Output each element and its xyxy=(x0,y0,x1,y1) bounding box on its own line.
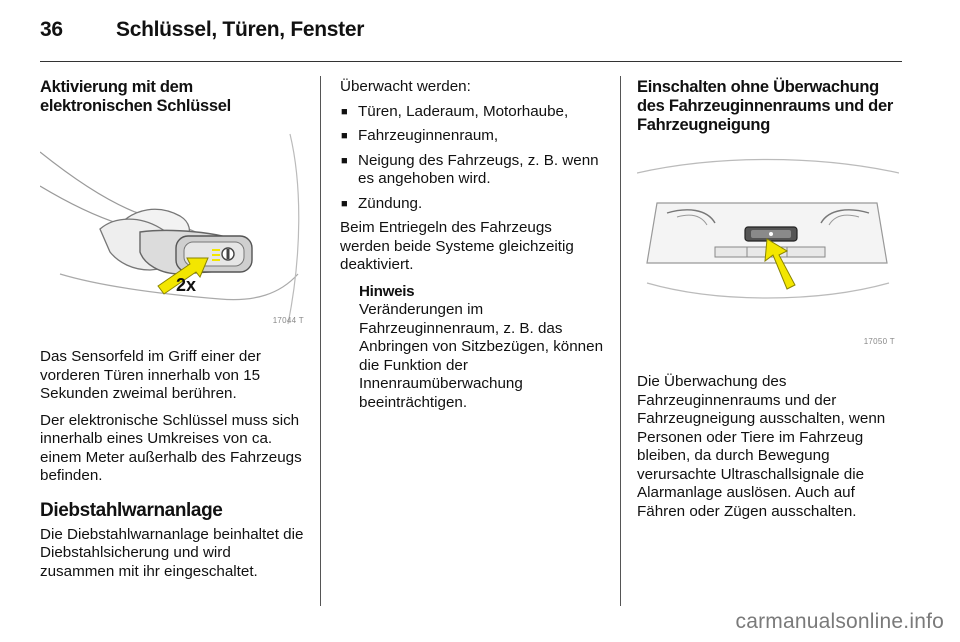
monitoring-intro: Überwacht werden: xyxy=(340,78,471,95)
touch-count-callout: 2x xyxy=(176,275,197,295)
door-handle-illustration xyxy=(40,124,308,334)
column-divider-2 xyxy=(620,76,621,606)
list-item: ■ Fahrzeuginnenraum, xyxy=(340,127,605,146)
section-heading-disable: Einschalten ohne Überwachung des Fahrzeuginnenraums und der Fahrzeugneigung xyxy=(637,78,893,134)
column-1 xyxy=(40,78,308,589)
paragraph-key-range: Der elektronische Schlüssel muss sich innerhalb eines Umkreises von ca. einem Meter außerhalb des Fahrzeugs befinden. xyxy=(40,411,302,484)
note-title: Hinweis xyxy=(359,282,415,300)
column-3 xyxy=(637,78,902,529)
section-heading-activation: Aktivierung mit dem elektronischen Schlüssel xyxy=(40,78,231,115)
page-header xyxy=(40,18,364,42)
paragraph-alarm: Die Diebstahlwarnanlage beinhaltet die Diebstahlsicherung und wird zusammen mit ihr eingeschaltet. xyxy=(40,525,304,580)
watermark: carmanualsonline.info xyxy=(735,610,944,633)
overhead-console-illustration xyxy=(637,143,899,355)
paragraph-sensor: Das Sensorfeld im Griff einer der vorderen Türen innerhalb von 15 Sekunden zweimal berühren. xyxy=(40,348,261,402)
figure-label: 17044 T xyxy=(272,315,304,325)
list-item: ■ Neigung des Fahrzeugs, z. B. wenn es angehoben wird. xyxy=(340,152,605,189)
list-item: ■ Zündung. xyxy=(340,195,605,214)
figure-interior-button xyxy=(637,143,899,355)
figure-label: 17050 T xyxy=(863,336,895,346)
column-divider-1 xyxy=(320,76,321,606)
note-box xyxy=(359,283,605,413)
column-2 xyxy=(340,78,605,412)
note-text: Veränderungen im Fahrzeuginnenraum, z. B. das Anbringen von Sitzbezügen, können die Funktion der Innenraumüberwachung beeinträchtigen. xyxy=(359,301,604,411)
section-heading-alarm: Diebstahlwarnanlage xyxy=(40,499,223,521)
chapter-title: Schlüssel, Türen, Fenster xyxy=(116,18,365,41)
monitoring-list xyxy=(340,103,605,214)
page-number: 36 xyxy=(40,18,63,41)
list-item: ■ Türen, Laderaum, Motorhaube, xyxy=(340,103,605,122)
paragraph-unlock: Beim Entriegeln des Fahrzeugs werden beide Systeme gleichzeitig deaktiviert. xyxy=(340,219,574,273)
figure-door-handle xyxy=(40,124,308,334)
paragraph-disable: Die Überwachung des Fahrzeuginnenraums und der Fahrzeugneigung ausschalten, wenn Personen oder Tiere im Fahrzeug bleiben, da durch Bewegung verursachte Ultraschallsignale die Alarmanlage auslösen. Auch auf Fähren oder Zügen ausschalten. xyxy=(637,373,886,520)
header-rule xyxy=(40,61,902,62)
